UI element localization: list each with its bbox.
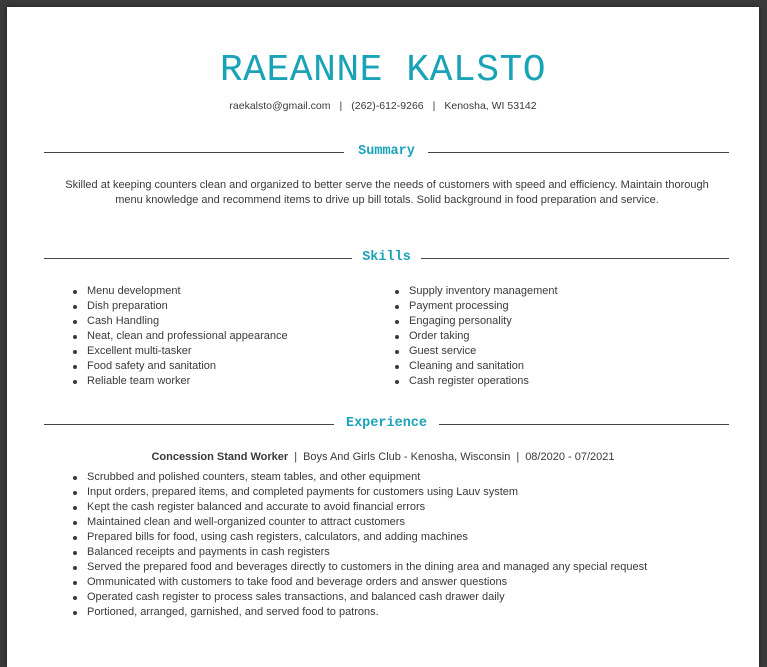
list-item: Payment processing bbox=[395, 299, 725, 314]
summary-text: Skilled at keeping counters clean and organized to better serve the needs of customers with speed and efficiency. Maintain thorough menu knowledge and recommend items to drive up bill totals. Solid background in food preparation and service. bbox=[65, 179, 709, 206]
list-item: Reliable team worker bbox=[73, 374, 373, 389]
list-item: Menu development bbox=[73, 284, 373, 299]
list-item: Scrubbed and polished counters, steam tables, and other equipment bbox=[73, 470, 673, 485]
job-title: Concession Stand Worker bbox=[151, 451, 289, 463]
contact-location: Kenosha, WI 53142 bbox=[444, 100, 537, 112]
summary-heading: Summary bbox=[358, 144, 415, 159]
list-item: Excellent multi-tasker bbox=[73, 344, 373, 359]
list-item: Operated cash register to process sales transactions, and balanced cash drawer daily bbox=[73, 590, 673, 605]
contact-separator: | bbox=[339, 100, 343, 112]
list-item: Cash Handling bbox=[73, 314, 373, 329]
list-item: Cash register operations bbox=[395, 374, 725, 389]
contact-line bbox=[7, 100, 759, 112]
list-item: Kept the cash register balanced and accurate to avoid financial errors bbox=[73, 500, 673, 515]
list-item: Dish preparation bbox=[73, 299, 373, 314]
list-item: Cleaning and sanitation bbox=[395, 359, 725, 374]
job-separator: | bbox=[516, 451, 520, 463]
list-item: Engaging personality bbox=[395, 314, 725, 329]
list-item: Guest service bbox=[395, 344, 725, 359]
list-item: Input orders, prepared items, and completed payments for customers using Lauv system bbox=[73, 485, 673, 500]
list-item: Supply inventory management bbox=[395, 284, 725, 299]
experience-bullets bbox=[73, 470, 673, 620]
list-item: Order taking bbox=[395, 329, 725, 344]
skills-list-right bbox=[395, 284, 725, 389]
experience-section-header bbox=[44, 416, 729, 432]
job-header bbox=[7, 451, 759, 463]
list-item: Served the prepared food and beverages directly to customers in the dining area and managed any special request bbox=[73, 560, 673, 575]
list-item: Balanced receipts and payments in cash registers bbox=[73, 545, 673, 560]
list-item: Portioned, arranged, garnished, and served food to patrons. bbox=[73, 605, 673, 620]
list-item: Maintained clean and well-organized counter to attract customers bbox=[73, 515, 673, 530]
candidate-name: RAEANNE KALSTO bbox=[219, 49, 547, 92]
contact-phone: (262)-612-9266 bbox=[351, 100, 424, 112]
contact-separator: | bbox=[432, 100, 436, 112]
contact-email: raekalsto@gmail.com bbox=[229, 100, 331, 112]
job-employer: Boys And Girls Club - Kenosha, Wisconsin bbox=[303, 451, 511, 463]
list-item: Ommunicated with customers to take food and beverage orders and answer questions bbox=[73, 575, 673, 590]
skills-heading: Skills bbox=[362, 250, 411, 265]
skills-list-left bbox=[73, 284, 373, 389]
experience-heading: Experience bbox=[345, 416, 427, 431]
list-item: Neat, clean and professional appearance bbox=[73, 329, 373, 344]
job-dates: 08/2020 - 07/2021 bbox=[525, 451, 615, 463]
summary-section-header bbox=[44, 144, 729, 160]
job-separator: | bbox=[294, 451, 298, 463]
skills-section-header bbox=[44, 250, 729, 266]
list-item: Prepared bills for food, using cash registers, calculators, and adding machines bbox=[73, 530, 673, 545]
list-item: Food safety and sanitation bbox=[73, 359, 373, 374]
resume-page bbox=[7, 7, 759, 667]
